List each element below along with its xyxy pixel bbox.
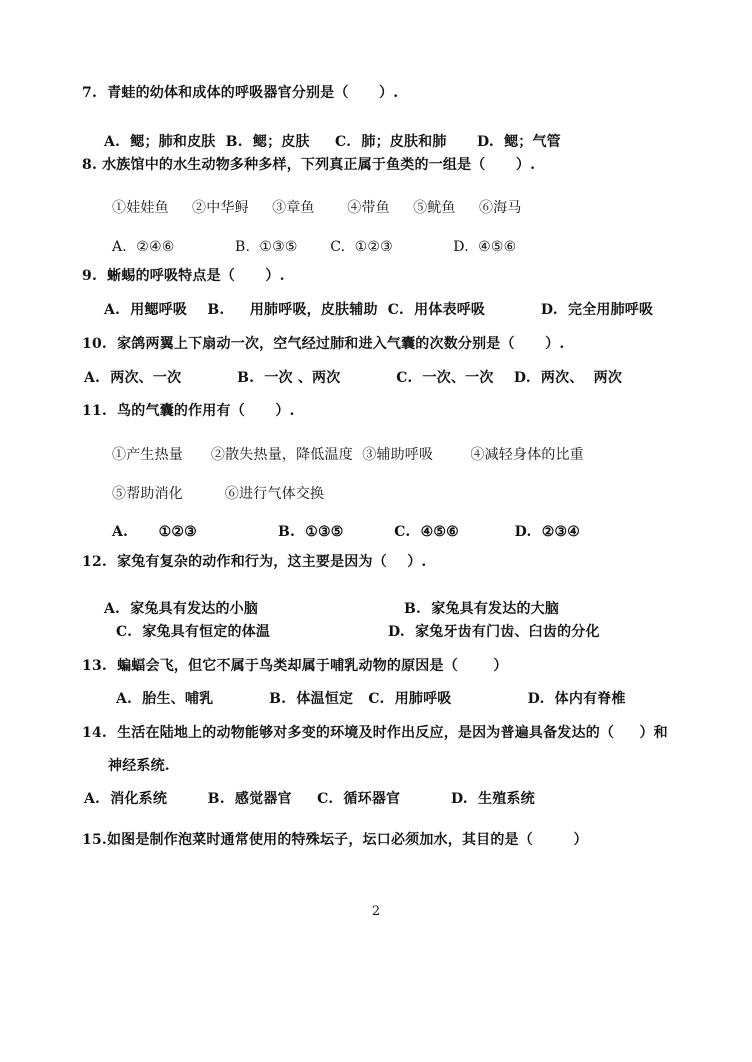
q7-stem: 7. 青蛙的幼体和成体的呼吸器官分别是（ ）. xyxy=(82,85,399,101)
q9-stem: 9. 蜥蜴的呼吸特点是（ ）. xyxy=(82,268,285,284)
q13-options: A. 胎生、哺乳 B. 体温恒定 C. 用肺呼吸 D. 体内有脊椎 xyxy=(116,691,626,707)
q14-options: A. 消化系统 B. 感觉器官 C. 循环器官 D. 生殖系统 xyxy=(84,791,535,807)
q12-stem: 12. 家兔有复杂的动作和行为，这主要是因为（ ）. xyxy=(82,554,427,570)
q15-stem: 15.如图是制作泡菜时通常使用的特殊坛子，坛口必须加水，其目的是（ ） xyxy=(82,832,588,848)
q11-items-1: ①产生热量 ②散失热量，降低温度 ③辅助呼吸 ④减轻身体的比重 xyxy=(112,447,585,463)
q12-option-c: C. 家兔具有恒定的体温 xyxy=(116,624,271,640)
q12-option-a: A. 家兔具有发达的小脑 xyxy=(104,601,259,617)
q8-items: ①娃娃鱼 ②中华鲟 ③章鱼 ④带鱼 ⑤鱿鱼 ⑥海马 xyxy=(112,200,522,216)
q7-options: A. 鳃；肺和皮肤 B. 鳃；皮肤 C. 肺；皮肤和肺 D. 鳃；气管 xyxy=(104,134,561,150)
q13-stem: 13. 蝙蝠会飞，但它不属于鸟类却属于哺乳动物的原因是（ ） xyxy=(82,658,508,674)
q8-options: A. ②④⑥ B. ①③⑤ C. ①②③ D. ④⑤⑥ xyxy=(112,239,517,255)
q11-options: A. ①②③ B. ①③⑤ C. ④⑤⑥ D. ②③④ xyxy=(112,524,580,540)
q11-stem: 11. 鸟的气囊的作用有（ ）. xyxy=(82,403,295,419)
q14-stem-continued: 神经系统. xyxy=(108,758,170,774)
q9-options: A. 用鳃呼吸 B. 用肺呼吸，皮肤辅助 C. 用体表呼吸 D. 完全用肺呼吸 xyxy=(104,302,654,318)
q14-stem: 14. 生活在陆地上的动物能够对多变的环境及时作出反应，是因为普遍具备发达的（ ）和 xyxy=(82,725,668,741)
q10-stem: 10. 家鸽两翼上下扇动一次，空气经过肺和进入气囊的次数分别是（ ）. xyxy=(82,336,565,352)
q8-stem: 8. 水族馆中的水生动物多种多样，下列真正属于鱼类的一组是（ ）. xyxy=(82,157,536,173)
q12-option-b: B. 家兔具有发达的大脑 xyxy=(404,601,560,617)
q12-option-d: D. 家兔牙齿有门齿、臼齿的分化 xyxy=(388,624,600,640)
page-number: 2 xyxy=(371,904,381,919)
q10-options: A. 两次、一次 B. 一次 、两次 C. 一次、一次 D. 两次、 两次 xyxy=(84,370,623,386)
q11-items-2: ⑤帮助消化 ⑥进行气体交换 xyxy=(112,486,325,502)
